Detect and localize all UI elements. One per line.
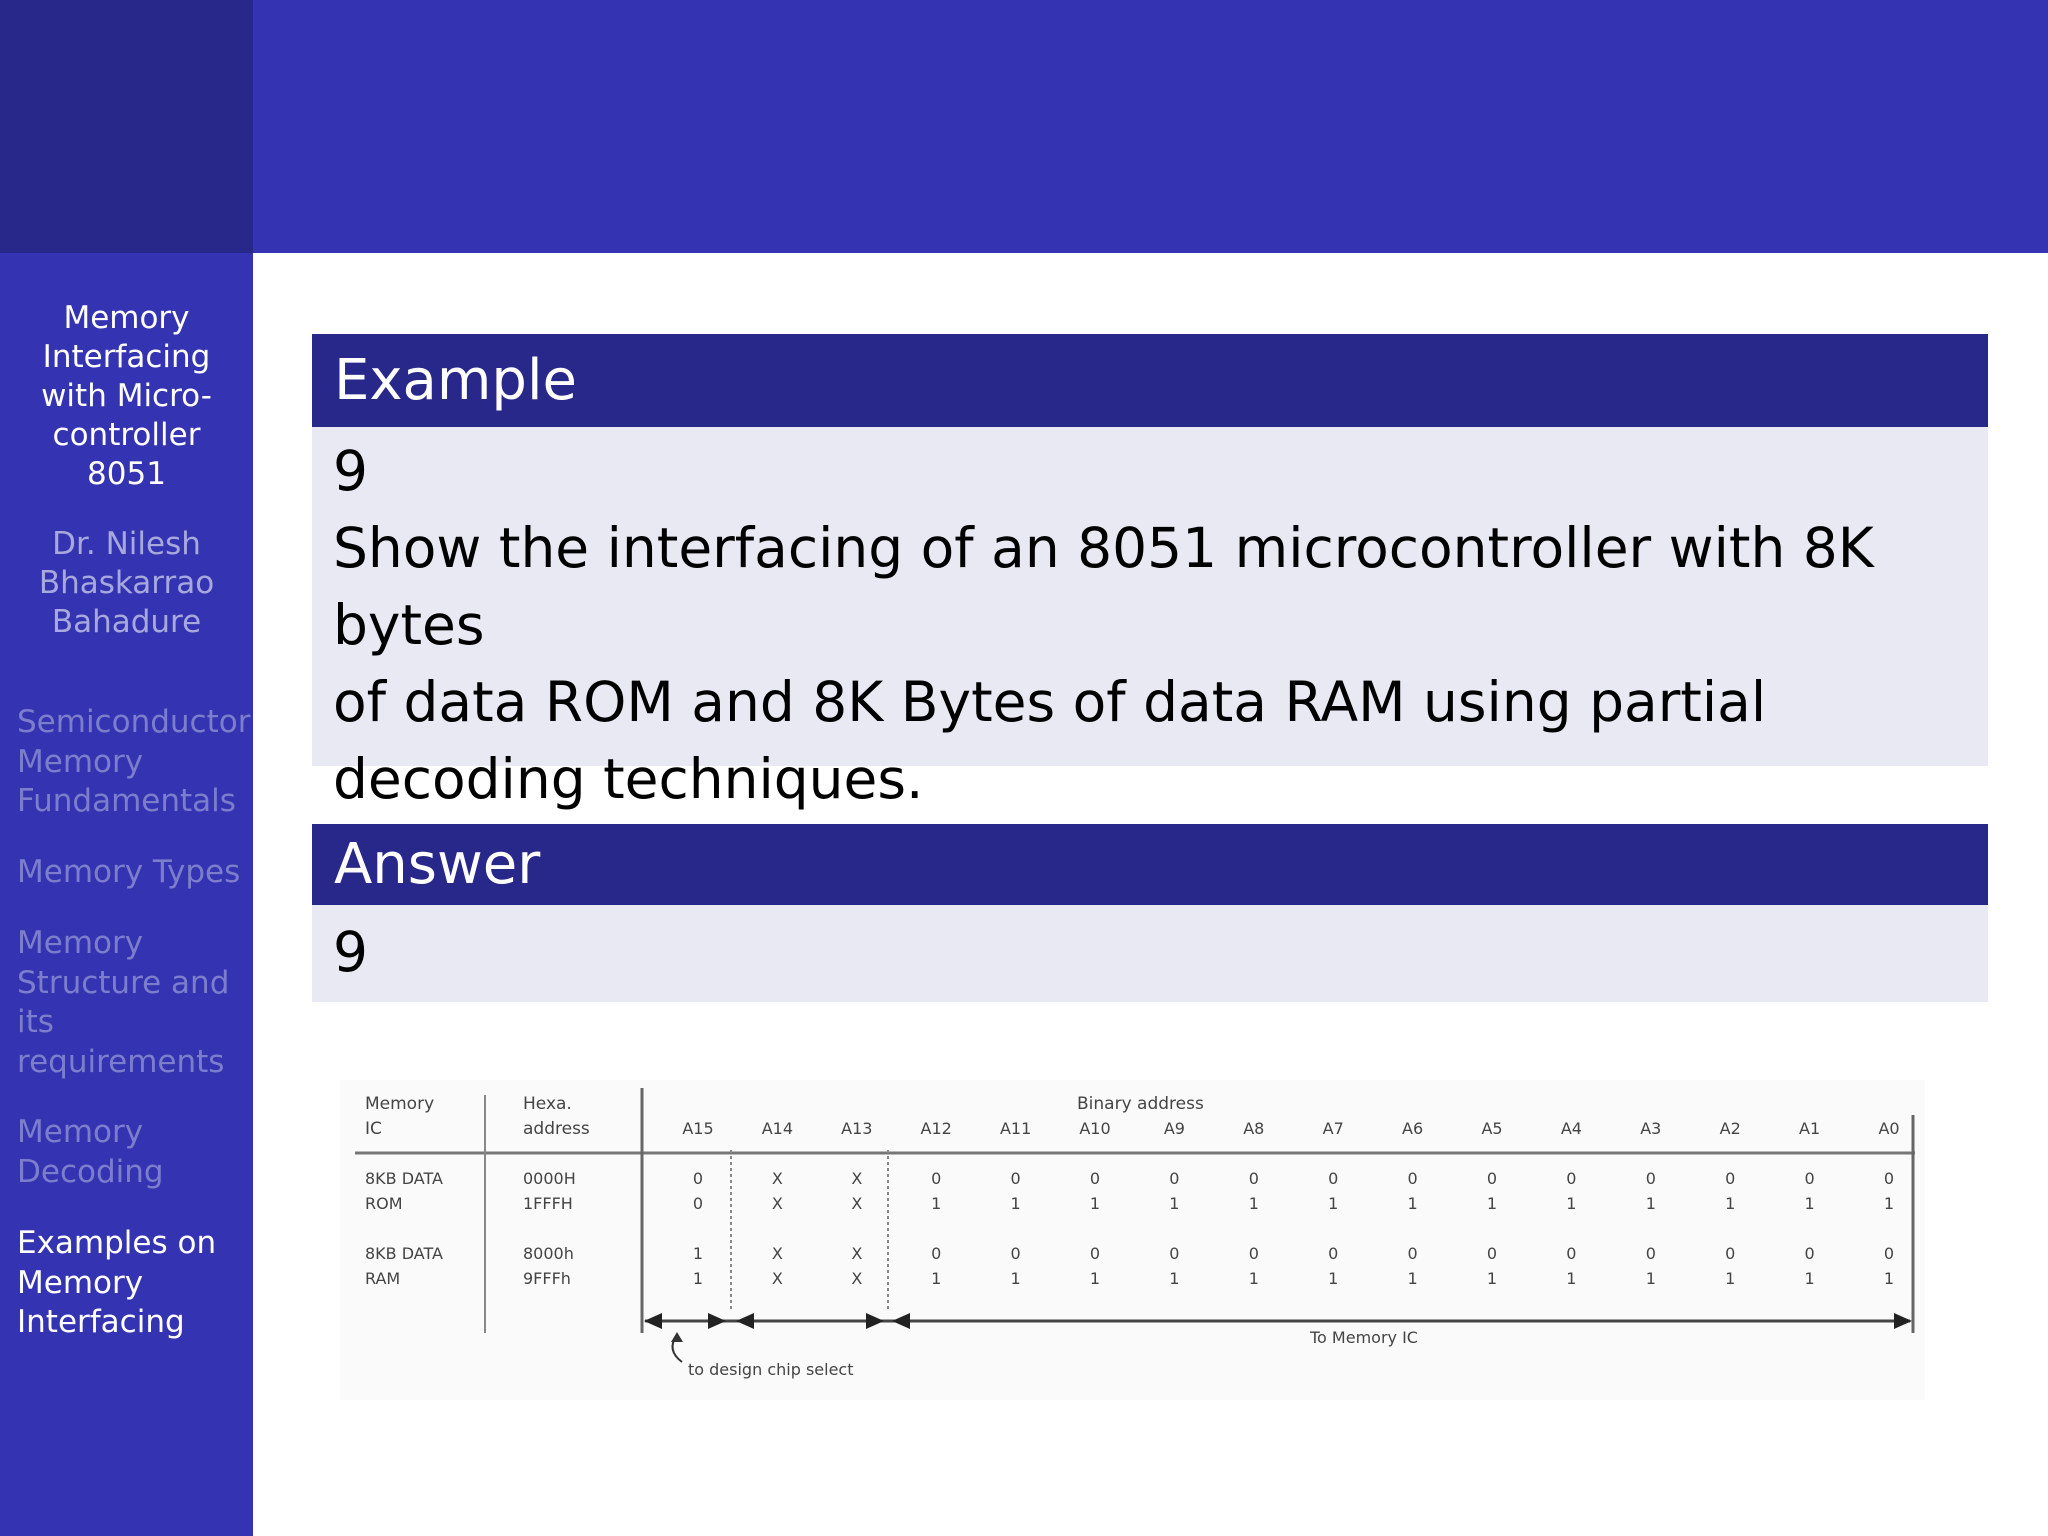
nav-item-label: Fundamentals <box>17 783 236 819</box>
title-line: controller <box>52 417 201 453</box>
address-bit-header: A5 <box>1481 1119 1503 1138</box>
address-bit-cell: X <box>771 1244 783 1263</box>
address-bit-cell: 0 <box>1010 1244 1021 1263</box>
address-bit-cell: X <box>771 1194 783 1213</box>
address-bit-cell: 1 <box>1883 1269 1895 1288</box>
address-bit-cell: 1 <box>1566 1269 1577 1288</box>
address-bit-header: A13 <box>841 1119 873 1138</box>
nav-item-semiconductor-memory-fundamentals[interactable] <box>17 703 249 822</box>
title-line: Interfacing <box>42 339 211 375</box>
address-bit-cell: 0 <box>1328 1169 1339 1188</box>
example-block-title <box>312 334 1988 427</box>
answer-number: 9 <box>333 920 368 984</box>
arrow-head-icon <box>866 1313 884 1329</box>
address-decoding-table-figure <box>340 1080 1925 1400</box>
nav-item-label: Examples on <box>17 1225 217 1261</box>
address-bit-cell: 0 <box>1407 1244 1418 1263</box>
address-bit-cell: 0 <box>1645 1244 1656 1263</box>
nav-item-memory-decoding[interactable] <box>17 1113 249 1192</box>
address-bit-cell: 0 <box>1804 1244 1815 1263</box>
address-bit-cell: 0 <box>1089 1169 1101 1188</box>
nav-item-label: Structure and <box>17 964 230 1001</box>
address-bit-cell: 1 <box>1566 1194 1577 1213</box>
address-bit-header: A9 <box>1163 1119 1185 1138</box>
address-bit-cell: X <box>771 1169 783 1188</box>
nav-item-label: Decoding <box>17 1153 164 1190</box>
nav-item-memory-structure[interactable] <box>17 924 249 1082</box>
nav-item-label: Memory <box>17 1114 144 1150</box>
author-line: Bhaskarrao <box>38 565 215 601</box>
sidebar-presentation-title[interactable] <box>0 299 253 494</box>
address-bit-header: A1 <box>1799 1119 1821 1138</box>
arrow-head-icon <box>1894 1313 1912 1329</box>
nav-item-label: Memory <box>17 743 144 780</box>
nav-item-label: Semiconductor <box>17 704 251 740</box>
author-line: Bahadure <box>51 604 202 640</box>
arrow-head-icon <box>736 1313 754 1329</box>
hex-address-header: Hexa. <box>523 1094 572 1114</box>
address-bit-cell: X <box>851 1244 863 1263</box>
address-bit-cell: 1 <box>692 1269 704 1288</box>
answer-block-body <box>312 905 1988 1002</box>
address-bit-cell: 1 <box>931 1194 942 1213</box>
sidebar <box>0 253 253 1536</box>
address-table-svg <box>340 1080 1925 1400</box>
address-bit-cell: 1 <box>1883 1194 1895 1213</box>
address-bit-cell: 0 <box>1804 1169 1815 1188</box>
address-bit-cell: 0 <box>1486 1244 1498 1263</box>
address-bit-cell: 0 <box>1169 1244 1180 1263</box>
sidebar-author[interactable] <box>0 525 253 642</box>
address-bit-cell: 0 <box>1725 1244 1736 1263</box>
pointer-arrow-icon <box>671 1332 683 1342</box>
example-text-line: decoding techniques. <box>333 747 924 811</box>
address-bit-cell: 1 <box>1089 1194 1101 1213</box>
example-text-line: of data ROM and 8K Bytes of data RAM using partial <box>333 670 1767 734</box>
arrow-head-icon <box>644 1313 662 1329</box>
address-bit-cell: 0 <box>692 1194 704 1213</box>
address-bit-header: A4 <box>1560 1119 1582 1138</box>
answer-block-title <box>312 824 1988 905</box>
address-bit-cell: 0 <box>1883 1244 1895 1263</box>
address-bit-cell: 1 <box>1407 1269 1418 1288</box>
address-bit-cell: 0 <box>1883 1169 1895 1188</box>
arrow-head-icon <box>708 1313 726 1329</box>
address-bit-cell: 0 <box>1089 1244 1101 1263</box>
title-line: 8051 <box>87 456 166 492</box>
address-bit-cell: 0 <box>1566 1244 1577 1263</box>
address-bit-cell: X <box>851 1169 863 1188</box>
address-bit-cell: 0 <box>1010 1169 1021 1188</box>
nav-item-label: Memory <box>17 925 144 961</box>
row-hex-value: 8000h <box>523 1244 574 1263</box>
address-bit-cell: 1 <box>1169 1269 1180 1288</box>
header-bar-left <box>0 0 253 253</box>
nav-item-label: Memory Types <box>17 854 241 890</box>
nav-item-label: requirements <box>17 1043 225 1080</box>
example-title-text: Example <box>334 348 577 413</box>
answer-title-text: Answer <box>334 832 541 897</box>
address-bit-cell: 0 <box>931 1244 942 1263</box>
address-bit-cell: 1 <box>1486 1194 1498 1213</box>
address-bit-cell: 1 <box>1169 1194 1180 1213</box>
row-ic-label: 8KB DATA <box>365 1244 443 1263</box>
address-bit-cell: 1 <box>931 1269 942 1288</box>
address-bit-cell: 1 <box>1804 1194 1815 1213</box>
nav-item-label: Memory <box>17 1264 144 1301</box>
address-bit-cell: 0 <box>692 1169 704 1188</box>
address-bit-header: A6 <box>1402 1119 1424 1138</box>
example-text-line: Show the interfacing of an 8051 microcontroller with 8K bytes <box>333 516 1874 657</box>
title-line: Memory <box>63 300 190 336</box>
address-bit-cell: 0 <box>1407 1169 1418 1188</box>
row-ic-label: RAM <box>365 1269 401 1288</box>
address-bit-cell: 1 <box>1725 1269 1736 1288</box>
address-bit-header: A7 <box>1322 1119 1344 1138</box>
address-bit-header: A14 <box>761 1119 794 1138</box>
address-bit-cell: X <box>771 1269 783 1288</box>
address-bit-header: A3 <box>1640 1119 1662 1138</box>
address-bit-cell: 1 <box>1089 1269 1101 1288</box>
address-bit-cell: 1 <box>692 1244 704 1263</box>
arrow-head-icon <box>892 1313 910 1329</box>
address-bit-cell: X <box>851 1194 863 1213</box>
address-bit-cell: 1 <box>1328 1269 1339 1288</box>
row-hex-value: 9FFFh <box>523 1269 571 1288</box>
address-bit-cell: 0 <box>1248 1169 1259 1188</box>
author-line: Dr. Nilesh <box>52 526 201 562</box>
row-hex-value: 0000H <box>523 1169 576 1188</box>
address-bit-cell: 0 <box>1486 1169 1498 1188</box>
address-bit-header: A2 <box>1719 1119 1741 1138</box>
address-bit-cell: 1 <box>1010 1269 1021 1288</box>
nav-item-label: Interfacing <box>17 1304 185 1340</box>
address-bit-header: A0 <box>1878 1119 1900 1138</box>
row-ic-label: ROM <box>365 1194 403 1213</box>
nav-item-label: its <box>17 1004 54 1040</box>
address-bit-cell: 0 <box>1645 1169 1656 1188</box>
address-bit-header: A12 <box>920 1119 952 1138</box>
address-bit-cell: 1 <box>1407 1194 1418 1213</box>
address-bit-cell: 1 <box>1248 1269 1259 1288</box>
address-bit-cell: 0 <box>1328 1244 1339 1263</box>
address-bit-cell: 1 <box>1010 1194 1021 1213</box>
address-bit-header: A15 <box>682 1119 714 1138</box>
address-bit-cell: X <box>851 1269 863 1288</box>
memory-ic-header: IC <box>365 1119 382 1139</box>
header-bar <box>253 0 2048 253</box>
address-bit-header: A10 <box>1079 1119 1111 1138</box>
address-bit-cell: 0 <box>1566 1169 1577 1188</box>
address-bit-cell: 0 <box>1248 1244 1259 1263</box>
address-bit-header: A8 <box>1243 1119 1265 1138</box>
example-block-body <box>312 427 1988 811</box>
nav-item-examples-on-memory-interfacing[interactable] <box>17 1224 249 1343</box>
address-bit-cell: 1 <box>1645 1194 1656 1213</box>
row-hex-value: 1FFFH <box>523 1194 573 1213</box>
address-bit-cell: 0 <box>931 1169 942 1188</box>
address-bit-cell: 1 <box>1804 1269 1815 1288</box>
address-bit-cell: 1 <box>1248 1194 1259 1213</box>
nav-item-memory-types[interactable] <box>17 853 249 893</box>
hex-address-header: address <box>523 1119 590 1139</box>
address-bit-cell: 0 <box>1169 1169 1180 1188</box>
address-bit-cell: 0 <box>1725 1169 1736 1188</box>
memory-ic-header: Memory <box>365 1094 435 1114</box>
chip-select-label: to design chip select <box>688 1360 854 1379</box>
to-memory-ic-label: To Memory IC <box>1310 1328 1418 1347</box>
address-bit-cell: 1 <box>1486 1269 1498 1288</box>
address-bit-header: A11 <box>999 1119 1032 1138</box>
example-number: 9 <box>333 439 368 503</box>
address-bit-cell: 1 <box>1645 1269 1656 1288</box>
address-bit-cell: 1 <box>1328 1194 1339 1213</box>
binary-address-header: Binary address <box>1077 1094 1204 1114</box>
title-line: with Micro- <box>41 378 212 414</box>
row-ic-label: 8KB DATA <box>365 1169 443 1188</box>
address-bit-cell: 1 <box>1725 1194 1736 1213</box>
